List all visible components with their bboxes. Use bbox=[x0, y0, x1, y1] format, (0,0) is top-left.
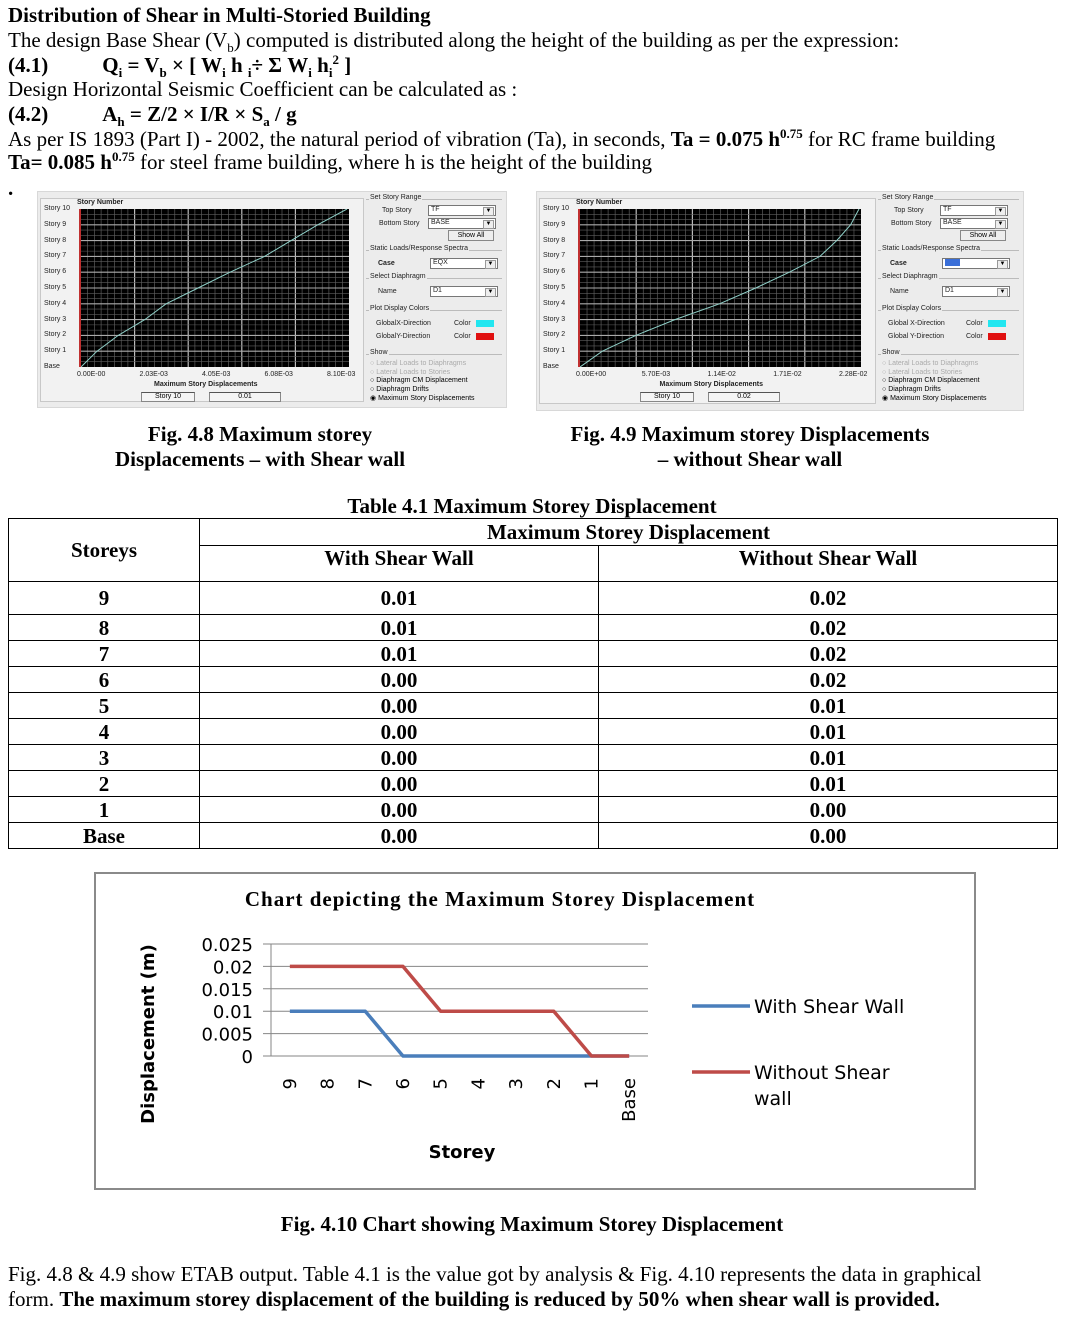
eq-sub: i bbox=[308, 65, 312, 81]
intro-line bbox=[8, 28, 900, 56]
legend-label-with: With Shear Wall bbox=[754, 996, 905, 1018]
y-tick-label: 0.015 bbox=[201, 979, 253, 1001]
name-label: Name bbox=[890, 288, 909, 295]
period-text: for steel frame building, where h is the height of the building bbox=[134, 150, 653, 174]
value-readout: 0.02 bbox=[708, 392, 780, 402]
radio-label: Diaphragm CM Displacement bbox=[888, 377, 980, 384]
radio-label: Maximum Story Displacements bbox=[378, 395, 475, 402]
global-y-label: GlobalY-Direction bbox=[376, 333, 431, 340]
equation-label: (4.2) bbox=[8, 102, 49, 126]
plot-grid bbox=[81, 209, 349, 367]
table-row bbox=[9, 582, 1058, 615]
line-chart bbox=[96, 874, 974, 1188]
eq-symbol: A bbox=[102, 102, 118, 126]
cell-without-shear-wall: 0.01 bbox=[599, 745, 1058, 771]
color-label-y: Color bbox=[454, 333, 471, 340]
radio-unchecked-icon[interactable]: ○ bbox=[370, 377, 377, 384]
x-tick-label: 0.00E-00 bbox=[77, 371, 106, 378]
diaphragm-group-label: Select Diaphragm bbox=[882, 273, 938, 280]
story-label: Story 3 bbox=[44, 315, 67, 323]
case-label: Case bbox=[378, 260, 395, 267]
story-label: Story 5 bbox=[44, 284, 67, 291]
radio-unchecked-icon[interactable]: ○ bbox=[882, 385, 889, 393]
period-formula-rc: Ta = 0.075 h bbox=[670, 127, 781, 151]
plot-title: Story Number bbox=[576, 199, 623, 206]
col-header-storeys: Storeys bbox=[9, 519, 200, 582]
eq-sub: i bbox=[222, 65, 226, 81]
x-color-swatch[interactable] bbox=[476, 320, 494, 327]
radio-option[interactable] bbox=[370, 377, 468, 384]
eq-sub: i bbox=[118, 65, 123, 81]
x-tick-label: Base bbox=[619, 1078, 641, 1122]
plot-frame bbox=[539, 198, 876, 404]
table-row bbox=[9, 693, 1058, 719]
cell-storey: 1 bbox=[9, 797, 200, 823]
x-tick-label: 5.70E-03 bbox=[641, 371, 671, 378]
cell-storey: 3 bbox=[9, 745, 200, 771]
cell-storey: 6 bbox=[9, 667, 200, 693]
chevron-down-icon[interactable]: ▼ bbox=[485, 288, 496, 297]
diaphragm-group-label: Select Diaphragm bbox=[370, 273, 426, 280]
show-all-button[interactable]: Show All bbox=[448, 230, 494, 241]
cell-with-shear-wall: 0.00 bbox=[200, 797, 599, 823]
x-tick-label: 6.08E-03 bbox=[264, 371, 293, 378]
cell-with-shear-wall: 0.00 bbox=[200, 771, 599, 797]
story-label: Story 4 bbox=[543, 299, 566, 307]
equation-4-1 bbox=[8, 52, 352, 81]
x-tick-label: 4 bbox=[468, 1078, 490, 1090]
story-label: Story 2 bbox=[543, 331, 566, 339]
y-tick-label: 0.025 bbox=[201, 935, 253, 956]
radio-option[interactable] bbox=[882, 386, 941, 393]
color-label-x: Color bbox=[454, 320, 471, 327]
conclusion-line-1: Fig. 4.8 & 4.9 show ETAB output. Table 4.1 is the value got by analysis & Fig. 4.10 represents the data in graphical bbox=[8, 1262, 982, 1286]
cell-storey: 9 bbox=[9, 582, 200, 615]
case-select-value: EQX bbox=[945, 259, 960, 266]
displacement-table bbox=[8, 518, 1058, 849]
cell-with-shear-wall: 0.01 bbox=[200, 582, 599, 615]
chevron-down-icon[interactable]: ▼ bbox=[997, 260, 1008, 269]
story-label: Story 6 bbox=[44, 268, 67, 276]
x-tick-label: 2.28E-02 bbox=[839, 371, 868, 378]
diaphragm-select[interactable] bbox=[430, 286, 498, 297]
table-title: Table 4.1 Maximum Storey Displacement bbox=[347, 494, 717, 518]
story-label: Story 9 bbox=[44, 220, 67, 228]
color-label-y: Color bbox=[966, 333, 983, 340]
caption-line: – without Shear wall bbox=[657, 447, 843, 471]
col-header-without: Without Shear Wall bbox=[599, 546, 1058, 582]
period-text: for RC frame building bbox=[802, 127, 996, 151]
cell-with-shear-wall: 0.01 bbox=[200, 615, 599, 641]
equation-label: (4.1) bbox=[8, 53, 49, 77]
intro-text: The design Base Shear (V bbox=[8, 28, 228, 52]
radio-label: Lateral Loads to Diaphragms bbox=[376, 360, 467, 367]
eq-sub: b bbox=[159, 65, 167, 81]
y-tick-label: 0.01 bbox=[212, 1002, 253, 1024]
y-color-swatch[interactable] bbox=[988, 333, 1006, 340]
bottom-story-label: Bottom Story bbox=[379, 220, 420, 227]
eq-sub: a bbox=[263, 114, 270, 130]
y-tick-label: 0.02 bbox=[212, 957, 253, 979]
fig-4-10-caption: Fig. 4.10 Chart showing Maximum Storey Displacement bbox=[280, 1212, 784, 1236]
stray-dot: . bbox=[8, 176, 14, 200]
top-story-select-value: TF bbox=[943, 206, 952, 213]
chevron-down-icon[interactable]: ▼ bbox=[485, 260, 496, 269]
eq-sup: 2 bbox=[332, 52, 339, 67]
table-row bbox=[9, 667, 1058, 693]
story-label: Story 8 bbox=[543, 236, 566, 244]
eq-sub: h bbox=[117, 114, 125, 130]
x-axis-title: Maximum Story Displacements bbox=[154, 381, 258, 388]
radio-option[interactable] bbox=[370, 394, 475, 402]
x-tick-label: 8.10E-03 bbox=[327, 371, 356, 378]
x-tick-label: 5 bbox=[430, 1078, 452, 1090]
table-header-row bbox=[9, 519, 1058, 546]
period-text: As per IS 1893 (Part I) - 2002, the natural period of vibration (Ta), in seconds, bbox=[8, 127, 671, 151]
period-line-1 bbox=[8, 127, 995, 151]
cell-storey: 8 bbox=[9, 615, 200, 641]
cell-storey: 2 bbox=[9, 771, 200, 797]
cell-without-shear-wall: 0.01 bbox=[599, 771, 1058, 797]
table-row bbox=[9, 745, 1058, 771]
table-row bbox=[9, 797, 1058, 823]
top-story-select-value: TF bbox=[431, 206, 440, 213]
x-axis-title: Storey bbox=[428, 1142, 496, 1163]
y-color-swatch[interactable] bbox=[476, 333, 494, 340]
case-select[interactable] bbox=[430, 258, 498, 269]
story-label: Base bbox=[543, 363, 559, 370]
etab-panel-with-shear-wall bbox=[37, 191, 507, 408]
eq-part: ] bbox=[338, 53, 352, 77]
cell-without-shear-wall: 0.01 bbox=[599, 719, 1058, 745]
period-line-2 bbox=[8, 150, 652, 174]
intro-text-end: ) computed is distributed along the height of the building as per the expression: bbox=[233, 28, 900, 52]
bottom-story-label: Bottom Story bbox=[891, 220, 932, 227]
story-range-group-label: Set Story Range bbox=[370, 194, 422, 201]
conclusion-highlight: The maximum storey displacement of the building is reduced by 50% when shear wall is provided. bbox=[59, 1287, 940, 1311]
story-label: Story 7 bbox=[44, 252, 67, 260]
eq-sub: i bbox=[247, 65, 252, 81]
radio-label: Diaphragm Drifts bbox=[888, 385, 941, 393]
cell-without-shear-wall: 0.01 bbox=[599, 693, 1058, 719]
radio-checked-icon[interactable]: ◉ bbox=[882, 395, 891, 402]
equation-4-2 bbox=[8, 102, 297, 130]
radio-unchecked-icon[interactable]: ○ bbox=[370, 360, 377, 367]
story-range-group-label: Set Story Range bbox=[882, 194, 934, 201]
x-tick-label: 1.71E-02 bbox=[773, 371, 802, 378]
story-label: Story 10 bbox=[44, 205, 71, 212]
y-tick-label: 0.005 bbox=[201, 1024, 253, 1046]
table-row bbox=[9, 615, 1058, 641]
diaphragm-select-value: D1 bbox=[433, 287, 442, 294]
radio-label: Lateral Loads to Diaphragms bbox=[888, 360, 979, 367]
chevron-down-icon[interactable]: ▼ bbox=[995, 220, 1006, 229]
case-label: Case bbox=[890, 260, 907, 267]
story-label: Story 5 bbox=[543, 284, 566, 291]
radio-option[interactable] bbox=[370, 386, 429, 393]
show-group-label: Show bbox=[370, 349, 388, 356]
eq-part: × [ W bbox=[166, 53, 223, 77]
section-heading: Distribution of Shear in Multi-Storied Building bbox=[8, 3, 431, 27]
cell-without-shear-wall: 0.00 bbox=[599, 823, 1058, 849]
story-label: Story 6 bbox=[543, 268, 566, 276]
value-readout: 0.01 bbox=[209, 392, 281, 402]
table-row bbox=[9, 641, 1058, 667]
radio-checked-icon[interactable]: ◉ bbox=[370, 395, 379, 402]
col-header-with: With Shear Wall bbox=[200, 546, 599, 582]
cell-storey: 5 bbox=[9, 693, 200, 719]
chevron-down-icon[interactable]: ▼ bbox=[483, 220, 494, 229]
x-tick-label: 2.03E-03 bbox=[139, 371, 168, 378]
eq-symbol: Q bbox=[102, 53, 119, 77]
x-tick-label: 4.05E-03 bbox=[202, 371, 231, 378]
story-label: Story 2 bbox=[44, 331, 67, 339]
x-tick-label: 2 bbox=[543, 1078, 565, 1090]
eq-part: ÷ Σ W bbox=[251, 53, 309, 77]
x-tick-label: 8 bbox=[317, 1078, 339, 1090]
radio-option[interactable] bbox=[882, 360, 978, 367]
x-tick-label: 1 bbox=[581, 1078, 603, 1090]
plot-title: Story Number bbox=[77, 199, 124, 206]
eq-sub: i bbox=[328, 65, 333, 81]
bottom-story-select-value: BASE bbox=[431, 219, 450, 226]
radio-label: Lateral Loads to Stories bbox=[888, 368, 963, 376]
period-formula-steel: Ta= 0.085 h bbox=[8, 150, 112, 174]
cell-storey: Base bbox=[9, 823, 200, 849]
top-story-label: Top Story bbox=[894, 207, 924, 214]
radio-unchecked-icon[interactable]: ○ bbox=[370, 385, 377, 393]
colors-group-label: Plot Display Colors bbox=[370, 305, 430, 312]
radio-unchecked-icon[interactable]: ○ bbox=[882, 377, 889, 384]
cell-without-shear-wall: 0.02 bbox=[599, 582, 1058, 615]
y-axis-title: Displacement (m) bbox=[138, 944, 159, 1124]
cell-storey: 7 bbox=[9, 641, 200, 667]
story-readout: Story 10 bbox=[141, 392, 195, 402]
radio-option[interactable] bbox=[882, 377, 980, 384]
eq-part: / g bbox=[269, 102, 297, 126]
radio-unchecked-icon[interactable]: ○ bbox=[882, 360, 889, 367]
chevron-down-icon[interactable]: ▼ bbox=[997, 288, 1008, 297]
x-tick-label: 6 bbox=[392, 1078, 414, 1090]
caption-line: Fig. 4.9 Maximum storey Displacements bbox=[570, 422, 930, 446]
conclusion-line-2 bbox=[8, 1287, 940, 1311]
eq-part: = V bbox=[127, 53, 160, 77]
radio-option[interactable] bbox=[370, 360, 466, 367]
cell-without-shear-wall: 0.00 bbox=[599, 797, 1058, 823]
caption-line: Fig. 4.8 Maximum storey bbox=[147, 422, 373, 446]
x-tick-label: 0.00E+00 bbox=[576, 371, 607, 378]
radio-label: Diaphragm CM Displacement bbox=[376, 377, 468, 384]
eq-part: h bbox=[225, 53, 248, 77]
top-story-select[interactable] bbox=[428, 205, 496, 216]
chevron-down-icon[interactable]: ▼ bbox=[483, 207, 494, 216]
radio-option[interactable] bbox=[370, 369, 450, 376]
story-label: Story 3 bbox=[543, 315, 566, 323]
radio-option[interactable] bbox=[882, 394, 987, 402]
story-label: Story 1 bbox=[44, 347, 67, 355]
table-row bbox=[9, 771, 1058, 797]
global-x-label: Global X-Direction bbox=[888, 320, 945, 327]
story-plot bbox=[578, 209, 861, 367]
etab-panel-without-shear-wall bbox=[536, 191, 1024, 411]
story-label: Story 4 bbox=[44, 299, 67, 307]
show-group-label: Show bbox=[882, 349, 900, 356]
radio-label: Lateral Loads to Stories bbox=[376, 368, 451, 376]
coefficient-line: Design Horizontal Seismic Coefficient can be calculated as : bbox=[8, 77, 518, 101]
name-label: Name bbox=[378, 288, 397, 295]
x-tick-label: 9 bbox=[279, 1078, 301, 1090]
cell-with-shear-wall: 0.00 bbox=[200, 693, 599, 719]
color-label-x: Color bbox=[966, 320, 983, 327]
bottom-story-select-value: BASE bbox=[943, 219, 962, 226]
radio-label: Diaphragm Drifts bbox=[376, 385, 429, 393]
cell-with-shear-wall: 0.00 bbox=[200, 719, 599, 745]
x-color-swatch[interactable] bbox=[988, 320, 1006, 327]
chart-container bbox=[94, 872, 976, 1190]
cell-with-shear-wall: 0.00 bbox=[200, 823, 599, 849]
radio-unchecked-icon[interactable]: ○ bbox=[882, 368, 889, 376]
conclusion-text: form. bbox=[8, 1287, 60, 1311]
radio-unchecked-icon[interactable]: ○ bbox=[370, 368, 377, 376]
global-y-label: Global Y-Direction bbox=[888, 333, 945, 340]
bottom-story-select[interactable] bbox=[940, 218, 1008, 229]
x-tick-label: 7 bbox=[355, 1078, 377, 1090]
global-x-label: GlobalX-Direction bbox=[376, 320, 431, 327]
cell-with-shear-wall: 0.00 bbox=[200, 745, 599, 771]
x-tick-label: 3 bbox=[506, 1078, 528, 1090]
case-select[interactable] bbox=[942, 258, 1010, 269]
exponent: 0.75 bbox=[780, 126, 803, 141]
legend-label-without: Without Shear bbox=[754, 1062, 890, 1084]
group-header: Maximum Storey Displacement bbox=[200, 519, 1058, 546]
story-readout: Story 10 bbox=[640, 392, 694, 402]
legend-label-without-cont: wall bbox=[754, 1088, 792, 1110]
case-select-value: EQX bbox=[433, 259, 448, 266]
eq-part: h bbox=[311, 53, 329, 77]
cell-storey: 4 bbox=[9, 719, 200, 745]
top-story-label: Top Story bbox=[382, 207, 412, 214]
story-label: Base bbox=[44, 363, 60, 370]
diaphragm-select[interactable] bbox=[942, 286, 1010, 297]
fig-4-9-caption bbox=[540, 422, 960, 472]
story-plot bbox=[79, 209, 349, 367]
diaphragm-select-value: D1 bbox=[945, 287, 954, 294]
fig-4-8-caption bbox=[60, 422, 460, 472]
plot-grid bbox=[580, 209, 861, 367]
eq-part: = Z/2 × I/R × S bbox=[129, 102, 264, 126]
cell-without-shear-wall: 0.02 bbox=[599, 667, 1058, 693]
cell-without-shear-wall: 0.02 bbox=[599, 615, 1058, 641]
cell-with-shear-wall: 0.00 bbox=[200, 667, 599, 693]
intro-sub: b bbox=[227, 40, 234, 56]
top-story-select[interactable] bbox=[940, 205, 1008, 216]
story-label: Story 10 bbox=[543, 205, 570, 212]
loads-group-label: Static Loads/Response Spectra bbox=[882, 245, 981, 252]
x-tick-label: 1.14E-02 bbox=[707, 371, 736, 378]
story-label: Story 8 bbox=[44, 236, 67, 244]
story-label: Story 7 bbox=[543, 252, 566, 260]
table-row bbox=[9, 823, 1058, 849]
caption-line: Displacements – with Shear wall bbox=[114, 447, 406, 471]
exponent: 0.75 bbox=[111, 149, 135, 164]
show-all-button[interactable]: Show All bbox=[960, 230, 1006, 241]
x-axis-title: Maximum Story Displacements bbox=[659, 381, 763, 388]
loads-group-label: Static Loads/Response Spectra bbox=[370, 245, 469, 252]
bottom-story-select[interactable] bbox=[428, 218, 496, 229]
y-tick-label: 0 bbox=[241, 1047, 253, 1068]
chart-title: Chart depicting the Maximum Storey Displacement bbox=[244, 887, 756, 911]
story-label: Story 9 bbox=[543, 220, 566, 228]
radio-label: Maximum Story Displacements bbox=[890, 395, 987, 402]
cell-without-shear-wall: 0.02 bbox=[599, 641, 1058, 667]
plot-frame bbox=[40, 198, 364, 402]
table-row bbox=[9, 719, 1058, 745]
colors-group-label: Plot Display Colors bbox=[882, 305, 942, 312]
cell-with-shear-wall: 0.01 bbox=[200, 641, 599, 667]
chevron-down-icon[interactable]: ▼ bbox=[995, 207, 1006, 216]
radio-option[interactable] bbox=[882, 369, 962, 376]
story-label: Story 1 bbox=[543, 347, 566, 355]
